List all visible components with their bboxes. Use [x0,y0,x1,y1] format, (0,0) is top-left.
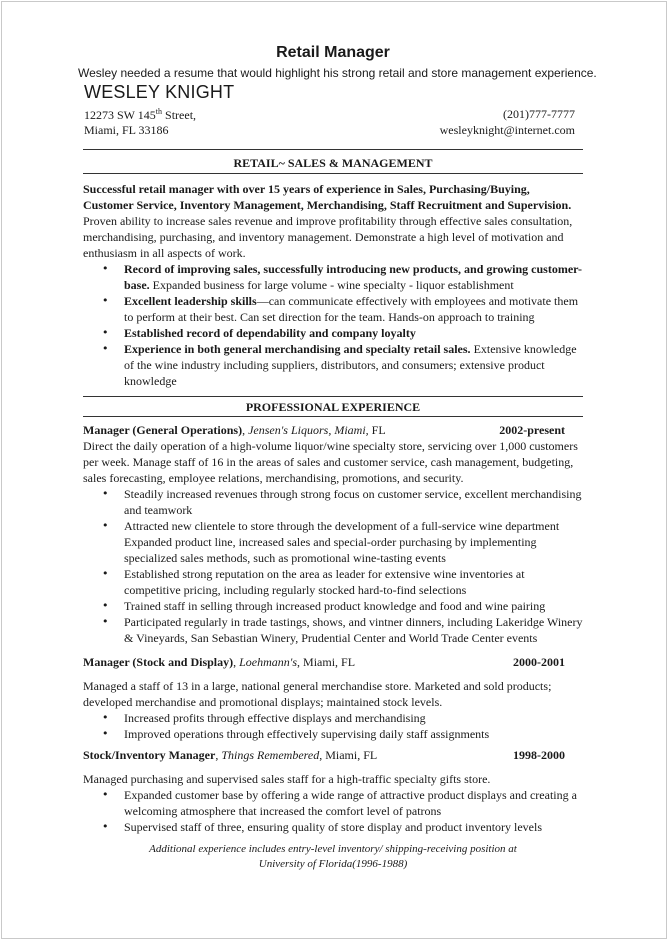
job-header: Manager (Stock and Display), Loehmann's, Miami, FL 2000-2001 [83,655,565,669]
summary-heading: RETAIL~ SALES & MANAGEMENT [233,156,433,170]
job-stock-inventory [83,747,583,835]
job-dates: 2002-present [499,423,565,437]
summary-list [83,261,583,389]
company-name: Things Remembered [221,748,320,762]
section-rule [83,396,583,397]
company-name: Jensen's Liquors, Miami, [248,423,369,437]
job-general-operations [83,422,583,646]
list-item: • Trained staff in selling through increased product knowledge and food and wine pairing [83,598,583,614]
list-item: • Attracted new clientele to store through the development of a full-service wine department Expanded product line, increased sales and special-order purchasing by implementing specialized sales methods, such as promotional wine-tasting events [83,518,583,566]
candidate-name: WESLEY KNIGHT [84,82,235,102]
summary-intro: Proven ability to increase sales revenue and improve profitability through effective sales consultation, merchandising, purchasing, and inventory management. Demonstrate a high level of motivation and enthusiasm in all aspects of work. [83,214,573,260]
job-achievements [83,710,583,742]
summary-bold-intro: Successful retail manager with over 15 years of experience in Sales, Purchasing/Buying, Customer Service, Inventory Management, Merchandising, Staff Recruitment and Supervision. [83,182,572,212]
job-description: Managed a staff of 13 in a large, national general merchandise store. Marketed and sold products; developed merchandise and promotional displays; maintained stock levels. [83,679,552,709]
job-achievements [83,486,583,646]
job-description: Direct the daily operation of a high-volume liquor/wine specialty store, servicing over 1,000 customers per week. Manage staff of 16 in the areas of sales and customer service, cash management, budgeting, sales forecasting, employee relations, merchandising, promotions, and security. [83,439,578,485]
list-item: • Established strong reputation on the area as leader for extensive wine inventories at competitive pricing, including regularly stocked hard-to-find selections [83,566,583,598]
list-item: • Experience in both general merchandising and specialty retail sales. Extensive knowledge of the wine industry including suppliers, distributors, and consumers; extensive product knowledge [83,341,583,389]
job-header: Stock/Inventory Manager, Things Remembered, Miami, FL 1998-2000 [83,748,565,762]
list-item: • Increased profits through effective displays and merchandising [83,710,583,726]
phone-number: (201)777-7777 [503,107,575,121]
list-item: • Improved operations through effectively supervising daily staff assignments [83,726,583,742]
additional-experience-note: Additional experience includes entry-level inventory/ shipping-receiving position at University of Florida(1996-1988) [149,843,517,870]
list-item: • Excellent leadership skills—can communicate effectively with employees and motivate them to perform at their best. Can set direction for the team. Hands-on approach to training [83,293,583,325]
job-header: Manager (General Operations), Jensen's Liquors, Miami, FL 2002-present [83,423,565,437]
address-line-1: 12273 SW 145th Street, [84,107,197,122]
job-title: Manager (General Operations) [83,423,243,437]
section-rule [83,173,583,174]
address-line-2: Miami, FL 33186 [84,123,169,137]
list-item: • Expanded customer base by offering a wide range of attractive product displays and creating a welcoming atmosphere that increased the comfort level of patrons [83,787,583,819]
job-stock-display [83,654,583,742]
job-description: Managed purchasing and supervised sales staff for a high-traffic specialty gifts store. [83,772,491,786]
list-item: • Record of improving sales, successfully introducing new products, and growing customer-base. Expanded business for large volume - wine specialty - liquor establishment [83,261,583,293]
job-dates: 2000-2001 [513,655,565,669]
email-address: wesleyknight@internet.com [439,123,575,137]
job-dates: 1998-2000 [513,748,565,762]
job-title: Stock/Inventory Manager [83,748,216,762]
list-item: • Steadily increased revenues through strong focus on customer service, excellent merchandising and teamwork [83,486,583,518]
company-name: Loehmann's [239,655,298,669]
resume-title: Retail Manager [276,44,390,61]
section-rule [83,149,583,150]
list-item: • Supervised staff of three, ensuring quality of store display and product inventory levels [83,819,583,835]
experience-heading: PROFESSIONAL EXPERIENCE [245,400,421,414]
list-item: • Established record of dependability and company loyalty [83,325,583,341]
resume-subtitle: Wesley needed a resume that would highlight his strong retail and store management experience. [78,66,597,80]
job-achievements [83,787,583,835]
job-title: Manager (Stock and Display) [83,655,234,669]
summary-section [83,181,583,389]
list-item: • Participated regularly in trade tastings, shows, and vintner dinners, including Lakeridge Winery & Vineyards, San Sebastian Winery, Prudential Center and World Trade Center events [83,614,583,646]
section-rule [83,416,583,417]
